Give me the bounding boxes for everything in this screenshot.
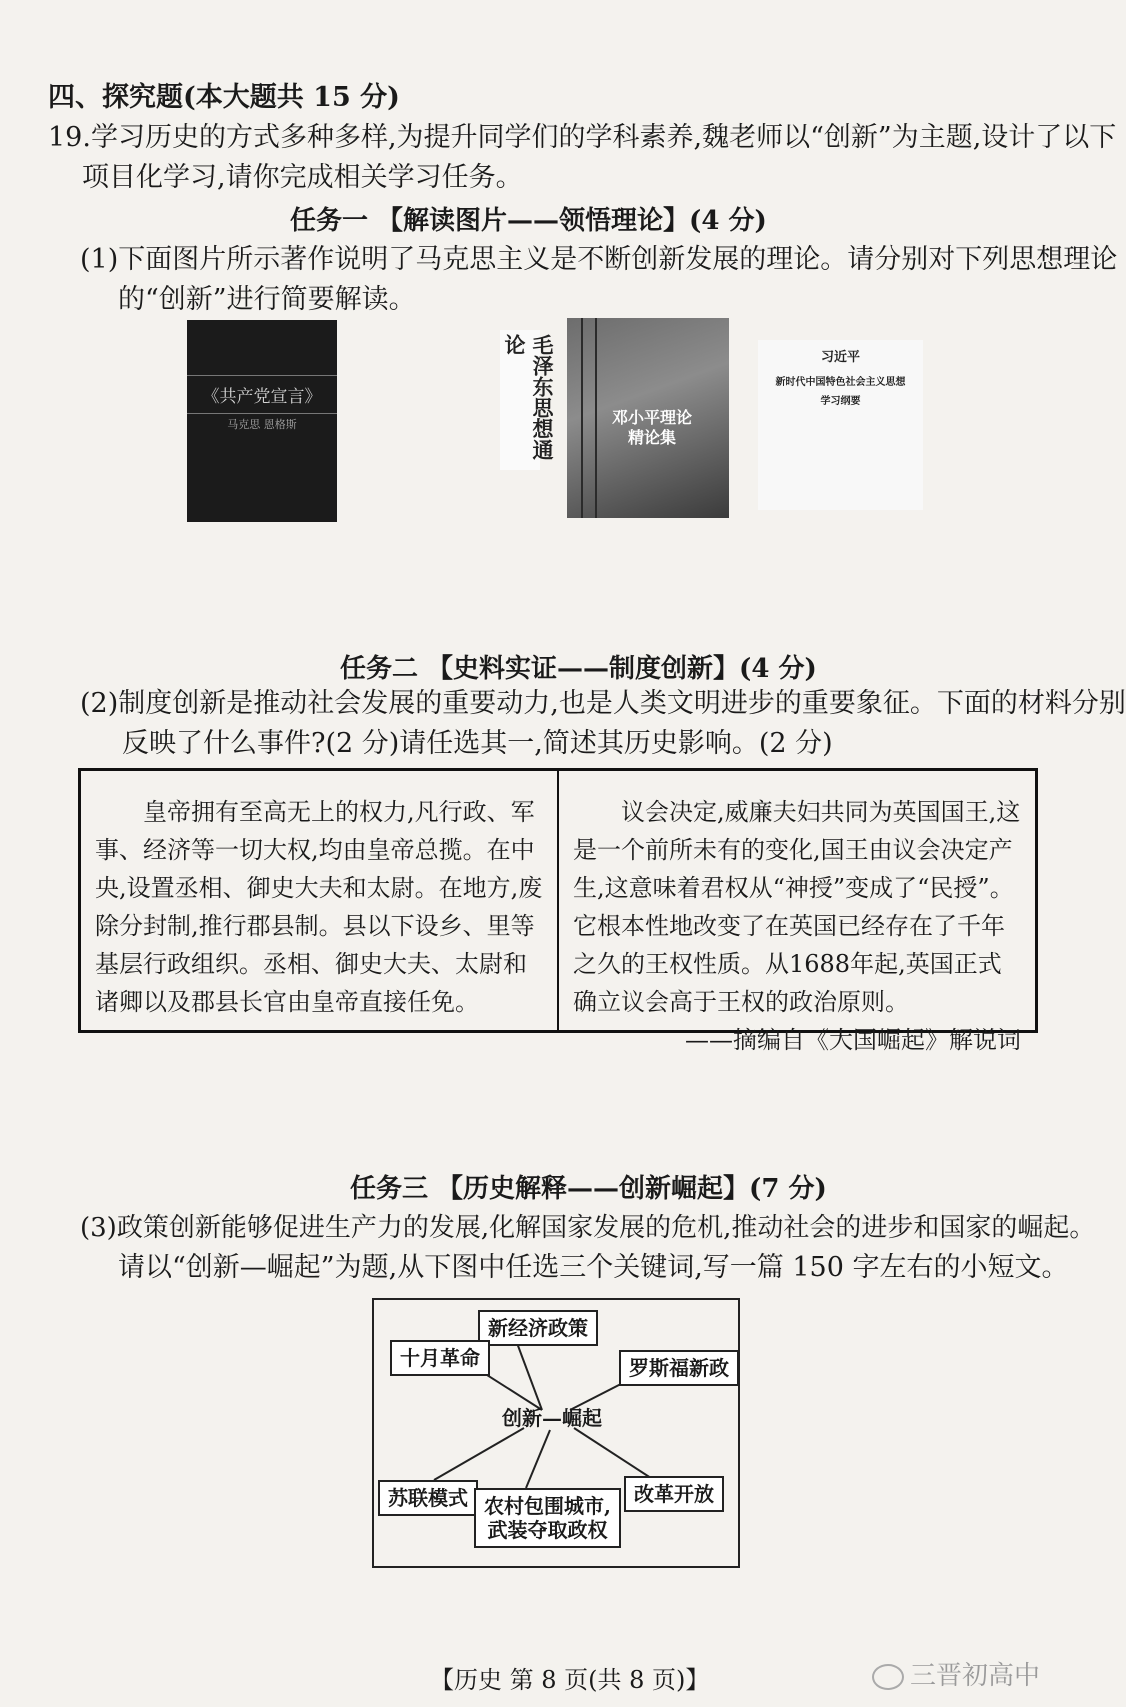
- material-right-cell: [557, 771, 1035, 1054]
- question-intro-line1: 19.学习历史的方式多种多样,为提升同学们的学科素养,魏老师以“创新”为主题,设计了以下: [48, 122, 1117, 153]
- task2-question-line1: (2)制度创新是推动社会发展的重要动力,也是人类文明进步的重要象征。下面的材料分别: [80, 688, 1126, 719]
- material-source: ——摘编自《大国崛起》解说词: [685, 1026, 1021, 1054]
- book2-title: 毛泽东思想通论: [502, 334, 555, 460]
- book4-subtitle: 学习纲要: [820, 396, 861, 407]
- keyword-rural-encircle-cities: [474, 1488, 621, 1548]
- task1-question-line2: 的“创新”进行简要解读。: [118, 284, 416, 315]
- question-intro-line2: 项目化学习,请你完成相关学习任务。: [82, 162, 523, 193]
- diagram-center-label: 创新—崛起: [502, 1406, 602, 1430]
- keyword-new-economic-policy: 新经济政策: [478, 1310, 598, 1346]
- wechat-icon: [872, 1664, 904, 1690]
- material-left-text: 皇帝拥有至高无上的权力,凡行政、军事、经济等一切大权,均由皇帝总揽。在中央,设置丞相、御史大夫和太尉。在地方,废除分封制,推行郡县制。县以下设乡、里等基层行政组织。丞相、御史大夫、太尉和诸卿以及郡县长官由皇帝直接任免。: [95, 798, 543, 1016]
- book3-title: 邓小平理论精论集: [611, 408, 692, 447]
- task1-question-line1: (1)下面图片所示著作说明了马克思主义是不断创新发展的理论。请分别对下列思想理论: [80, 244, 1118, 275]
- task3-question-line1: (3)政策创新能够促进生产力的发展,化解国家发展的危机,推动社会的进步和国家的崛起。: [80, 1213, 1096, 1243]
- keyword-rural-line1: 农村包围城市,: [484, 1494, 611, 1518]
- book4-title: 新时代中国特色社会主义思想: [775, 377, 906, 388]
- keyword-soviet-model: 苏联模式: [378, 1480, 478, 1516]
- book-xi-thought-image: [758, 340, 923, 510]
- keyword-october-revolution: 十月革命: [390, 1340, 490, 1376]
- material-right-text: 议会决定,威廉夫妇共同为英国国王,这是一个前所未有的变化,国王由议会决定产生,这意味着君权从“神授”变成了“民授”。它根本性地改变了在英国已经存在了千年之久的王权性质。从1688年起,英国正式确立议会高于王权的政治原则。: [573, 798, 1021, 1016]
- book1-subtitle: 马克思 恩格斯: [227, 418, 297, 431]
- watermark-text: 三晋初高中: [910, 1661, 1041, 1691]
- book-deng-theory-image: [567, 318, 729, 518]
- book4-author: 习近平: [820, 350, 860, 365]
- material-table: [78, 768, 1038, 1054]
- task2-title: 任务二 【史料实证——制度创新】(4 分): [340, 654, 817, 684]
- keyword-diagram: [372, 1298, 740, 1568]
- task2-question-line2: 反映了什么事件?(2 分)请任选其一,简述其历史影响。(2 分): [122, 728, 833, 759]
- watermark: [872, 1655, 1040, 1692]
- book-mao-thought-image: [500, 330, 555, 470]
- keyword-rural-line2: 武装夺取政权: [487, 1518, 608, 1542]
- task3-title: 任务三 【历史解释——创新崛起】(7 分): [350, 1174, 827, 1204]
- page-footer: 【历史 第 8 页(共 8 页)】: [430, 1666, 710, 1694]
- section-heading: 四、探究题(本大题共 15 分): [48, 82, 400, 113]
- book-communist-manifesto-image: [187, 320, 337, 522]
- task1-title: 任务一 【解读图片——领悟理论】(4 分): [290, 206, 767, 236]
- keyword-reform-opening: 改革开放: [624, 1476, 724, 1512]
- book1-title: 《共产党宣言》: [187, 375, 337, 414]
- keyword-roosevelt-new-deal: 罗斯福新政: [619, 1350, 739, 1386]
- material-left-cell: [81, 771, 557, 1030]
- task3-question-line2: 请以“创新—崛起”为题,从下图中任选三个关键词,写一篇 150 字左右的小短文。: [118, 1252, 1069, 1283]
